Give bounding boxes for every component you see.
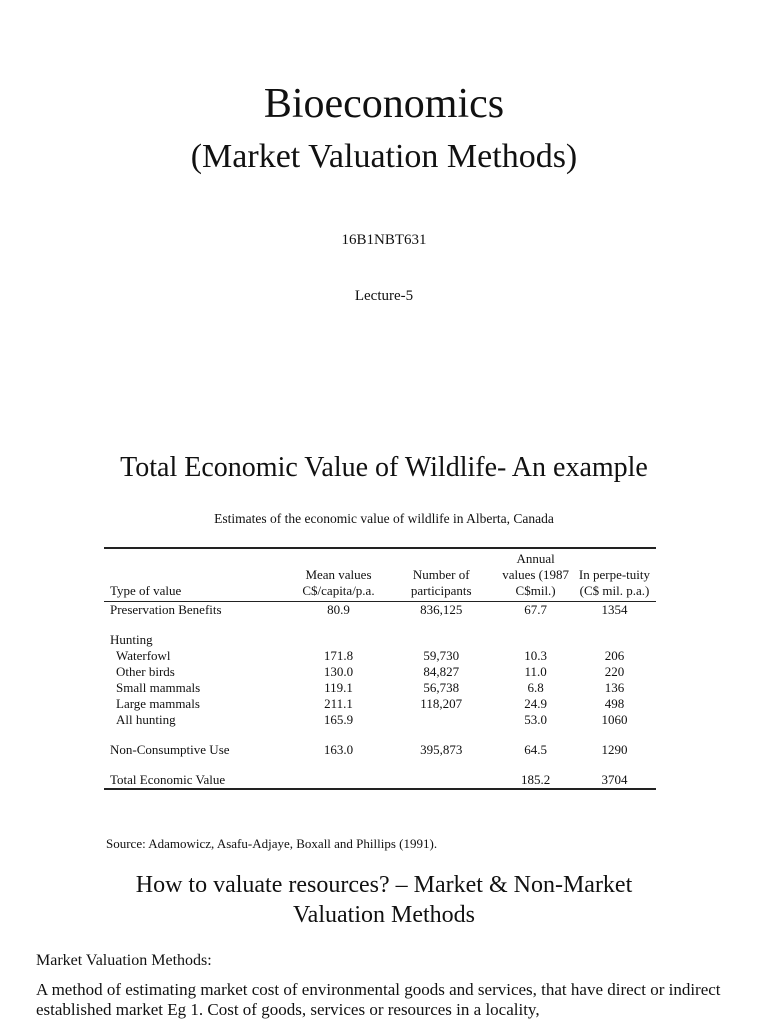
row-label: Total Economic Value: [110, 772, 226, 787]
table-row: [104, 742, 656, 758]
section-heading-line: How to valuate resources? – Market & Non-Market: [135, 872, 633, 898]
table-row: [104, 648, 656, 664]
row-label: Other birds: [116, 664, 175, 679]
table-cell: 56,738: [423, 680, 460, 695]
row-group-label: Hunting: [110, 632, 153, 647]
row-label: All hunting: [116, 712, 176, 727]
table-row: [104, 696, 656, 712]
table-cell: 165.9: [323, 712, 354, 727]
table-cell: 10.3: [524, 648, 547, 663]
table-header-row: [104, 548, 656, 602]
table-cell: 53.0: [524, 712, 547, 727]
table-cell: [293, 772, 384, 789]
table-cell: 67.7: [524, 602, 547, 617]
table-cell: [384, 712, 498, 728]
column-header: In perpe-tuity (C$ mil. p.a.): [578, 567, 651, 598]
lecture-number: Lecture-5: [354, 288, 414, 304]
table-cell: 171.8: [323, 648, 354, 663]
row-label: Non-Consumptive Use: [110, 742, 230, 757]
table-cell: 24.9: [524, 696, 547, 711]
column-header: Mean values C$/capita/p.a.: [302, 567, 375, 598]
table-cell: 185.2: [520, 772, 551, 787]
row-label: Large mammals: [116, 696, 200, 711]
table-cell: 1290: [601, 742, 628, 757]
row-label: Small mammals: [116, 680, 201, 695]
table-cell: 3704: [601, 772, 628, 787]
table-total-row: [104, 772, 656, 789]
table-cell: 6.8: [527, 680, 544, 695]
table-cell: 498: [604, 696, 625, 711]
table-cell: 1060: [601, 712, 628, 727]
table-cell: 206: [604, 648, 625, 663]
table-row: [104, 602, 656, 619]
section-heading-wildlife: Total Economic Value of Wildlife- An example: [120, 452, 648, 483]
table-cell: [384, 772, 498, 789]
page-subtitle: (Market Valuation Methods): [190, 138, 578, 175]
table-cell: 836,125: [420, 602, 463, 617]
table-cell: 59,730: [423, 648, 460, 663]
row-label: Preservation Benefits: [110, 602, 222, 617]
table-cell: 119.1: [324, 680, 353, 695]
page-title: Bioeconomics: [263, 81, 505, 127]
table-caption: Estimates of the economic value of wildlife in Alberta, Canada: [214, 511, 554, 526]
subsection-label: Market Valuation Methods:: [36, 952, 212, 969]
table-cell: 211.1: [324, 696, 353, 711]
column-header: Type of value: [110, 583, 182, 598]
table-cell: 130.0: [323, 664, 354, 679]
table-cell: 395,873: [420, 742, 463, 757]
table-source: Source: Adamowicz, Asafu-Adjaye, Boxall and Phillips (1991).: [106, 836, 438, 851]
row-label: Waterfowl: [116, 648, 171, 663]
table-cell: 118,207: [420, 696, 463, 711]
wildlife-value-table: [104, 547, 656, 790]
table-row: [104, 632, 656, 648]
table-cell: 136: [604, 680, 625, 695]
table-cell: 11.0: [524, 664, 547, 679]
course-code: 16B1NBT631: [341, 232, 427, 248]
table-cell: 80.9: [327, 602, 350, 617]
table-cell: 64.5: [524, 742, 547, 757]
section-heading-line: Valuation Methods: [293, 902, 475, 928]
column-header: Number of participants: [410, 567, 472, 598]
table-cell: 1354: [601, 602, 628, 617]
table-cell: 84,827: [423, 664, 460, 679]
column-header: Annual values (1987 C$mil.): [502, 551, 569, 598]
body-paragraph: A method of estimating market cost of environmental goods and services, that have direct or indirect established market Eg 1. Cost of goods, services or resources in a locality,: [36, 980, 721, 1019]
table-cell: 220: [604, 664, 625, 679]
table-row: [104, 680, 656, 696]
table-row: [104, 664, 656, 680]
table-row: [104, 712, 656, 728]
table-cell: 163.0: [323, 742, 354, 757]
section-heading-valuation: [0, 870, 768, 930]
